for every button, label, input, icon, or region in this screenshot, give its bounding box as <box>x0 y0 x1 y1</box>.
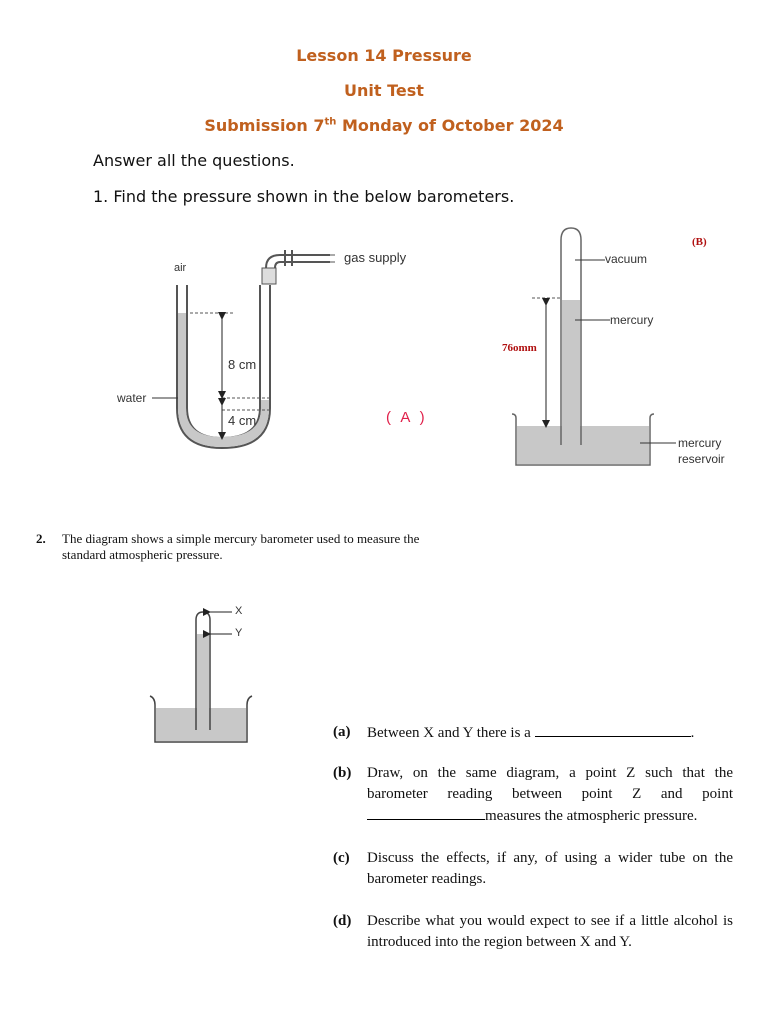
water-label: water <box>117 391 147 405</box>
submission-date: Submission 7th Monday of October 2024 <box>204 116 564 135</box>
lesson-title: Lesson 14 Pressure <box>296 46 472 65</box>
point-x-label: X <box>235 605 243 617</box>
reservoir-label-1: mercury <box>678 436 722 450</box>
air-label: air <box>174 262 187 274</box>
answer-blank-a[interactable] <box>535 722 691 737</box>
question-2-number: 2. <box>36 531 46 546</box>
diagram-b-tag: (B) <box>692 236 707 248</box>
answer-blank-b[interactable] <box>367 805 485 820</box>
reservoir-label-2: reservoir <box>678 452 725 466</box>
height-8cm-label: 8 cm <box>228 357 257 372</box>
question-2-text: The diagram shows a simple mercury barometer used to measure the standard atmospheric pressure. <box>62 531 420 562</box>
gas-supply-label: gas supply <box>344 250 407 265</box>
diagram-a-tag: ( A ) <box>386 409 428 426</box>
vacuum-label: vacuum <box>605 252 648 266</box>
height-760mm-label: 76omm <box>502 342 537 354</box>
question-1: 1. Find the pressure shown in the below barometers. <box>93 187 515 206</box>
height-4cm-label: 4 cm <box>228 413 257 428</box>
mercury-label: mercury <box>610 313 654 327</box>
instruction: Answer all the questions. <box>93 151 295 170</box>
test-title: Unit Test <box>344 81 424 100</box>
point-y-label: Y <box>235 627 243 639</box>
